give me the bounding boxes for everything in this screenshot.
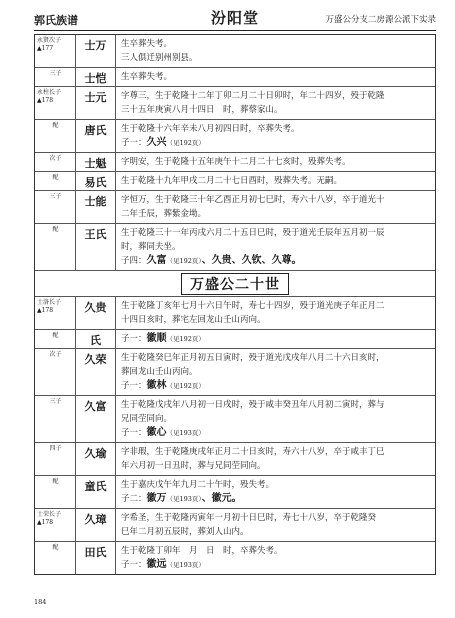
children-line: [121, 558, 431, 572]
hall-name: 汾阳堂: [210, 9, 259, 27]
children-count: 子一：: [121, 138, 147, 148]
biography-cell: [116, 191, 435, 223]
biography-line: 年六月初一日丑时，葬与兄同茔同向。: [121, 461, 266, 471]
children-line: [121, 426, 431, 440]
table-row: [35, 86, 435, 119]
book-title: 郭氏族谱: [34, 14, 78, 27]
person-name: 士恺: [76, 68, 116, 86]
biography-cell: [116, 35, 435, 67]
table-row: [35, 119, 435, 152]
biography-line: 生于乾隆三十一年丙戌六月二十五日巳时，殁于道光壬辰年五月初一辰: [121, 228, 385, 238]
biography-cell: [116, 224, 435, 270]
biography-line: 生卒葬失考。: [121, 72, 173, 82]
relation-cell: [35, 172, 76, 190]
biography-cell: [116, 476, 435, 508]
biography-line: 字尊三，生于乾隆十二年丁卯二月二十日卯时，年二十四岁，殁于乾隆: [121, 91, 385, 101]
table-row: [35, 442, 435, 475]
biography-line: 生于乾隆十六年辛未八月初四日时，卒葬失考。: [121, 124, 300, 134]
header-rule: [34, 30, 436, 31]
person-name: 久富: [76, 396, 116, 442]
biography-cell: [116, 153, 435, 171]
person-name: 童氏: [76, 476, 116, 508]
biography-line: 生于嘉庆戊午年九月二十午时，殁失考。: [121, 480, 275, 490]
table-row: [35, 152, 435, 171]
person-name: 久瑜: [76, 443, 116, 475]
children-count: 子一：: [121, 334, 147, 344]
generation-title: 万盛公二十世: [181, 273, 289, 295]
relation-label: 永柱长子: [37, 89, 62, 96]
children-line: [121, 332, 431, 346]
biography-line: 字恒万，生于乾隆三十年乙酉正月初七巳时，寿六十八岁，卒于道光十: [121, 195, 385, 205]
biography-cell: [116, 509, 435, 541]
person-name: 唐氏: [76, 120, 116, 152]
child-page-ref: （见193页）: [166, 495, 202, 503]
page-header: [34, 6, 436, 32]
biography-line: 生于乾隆丁卯年 月 日 时，卒葬失考。: [121, 546, 283, 556]
relation-label: 配: [52, 478, 59, 485]
table-row: [35, 171, 435, 190]
biography-cell: [116, 172, 435, 190]
biography-cell: [116, 87, 435, 119]
relation-label: 次子: [49, 351, 62, 358]
table-row: [35, 395, 435, 442]
relation-label: 配: [52, 332, 59, 339]
children-count: 子二：: [121, 494, 147, 504]
child-page-ref: （见193页）: [166, 561, 205, 569]
biography-line: 生于乾隆癸巳年正月初五日寅时，殁于道光戊戌年八月二十六日亥时，: [121, 353, 385, 363]
person-name: 田氏: [76, 542, 116, 574]
biography-line: 生于乾隆十九年甲戌二月二十七日酉时，殁葬失考。无嗣。: [121, 176, 343, 186]
biography-line: 兄同茔同向。: [121, 414, 173, 424]
child-name: 徽顺: [146, 333, 167, 344]
relation-label: 三子: [49, 193, 62, 200]
biography-line: 生于乾隆丁亥年七月十六日午时，寿七十四岁，殁于道光庚子年正月二: [121, 301, 385, 311]
relation-cell: [35, 509, 76, 541]
table-row: [35, 296, 435, 329]
relation-cell: [35, 191, 76, 223]
biography-cell: [116, 330, 435, 348]
relation-cell: [35, 330, 76, 348]
relation-label: 配: [52, 122, 59, 129]
relation-label: 配: [52, 174, 59, 181]
relation-cell: [35, 443, 76, 475]
relation-label: 永贤次子: [37, 37, 62, 44]
relation-cell: [35, 297, 76, 329]
table-row: [35, 67, 435, 86]
relation-cell: [35, 224, 76, 270]
page-ref-marker: ▲178: [37, 97, 54, 104]
relation-label: 三子: [49, 398, 62, 405]
children-line: [121, 379, 431, 393]
biography-line: 三十五年庚寅八月十四日 时，葬蔡家山。: [121, 105, 283, 115]
page-ref-marker: ▲178: [37, 519, 54, 526]
relation-cell: [35, 349, 76, 395]
children-line: [121, 492, 431, 506]
children-count: 子一：: [121, 428, 147, 438]
biography-line: 葬回龙山壬山丙向。: [121, 367, 198, 377]
child-name: 久兴: [146, 137, 167, 148]
page-number: 184: [34, 598, 47, 606]
person-name: 士能: [76, 191, 116, 223]
table-row: [35, 541, 435, 574]
relation-cell: [35, 476, 76, 508]
other-children: 、久贵、久钦、久尊。: [201, 255, 302, 266]
biography-line: 三人俱迁别州别县。: [121, 53, 198, 63]
relation-cell: [35, 35, 76, 67]
relation-label: 配: [52, 226, 59, 233]
child-name: 徽心: [146, 427, 167, 438]
person-name: 久璋: [76, 509, 116, 541]
children-line: [121, 254, 431, 268]
relation-label: 次子: [49, 155, 62, 162]
generation-header: [35, 270, 435, 296]
person-name: 士魁: [76, 153, 116, 171]
biography-cell: [116, 396, 435, 442]
relation-label: 士荣长子: [37, 511, 62, 518]
relation-cell: [35, 153, 76, 171]
table-row: [35, 35, 435, 67]
person-name: 易氏: [76, 172, 116, 190]
biography-line: 二年壬辰，葬紫金坳。: [121, 209, 207, 219]
children-count: 子一：: [121, 560, 147, 570]
child-name: 徽林: [146, 380, 167, 391]
table-row: [35, 223, 435, 270]
biography-cell: [116, 349, 435, 395]
relation-label: 四子: [49, 445, 62, 452]
biography-line: 生于乾隆戊戌年八月初一日戌时，殁于咸丰癸丑年八月初二寅时，葬与: [121, 400, 385, 410]
biography-line: 巳年二月初五辰时，葬刘人山内。: [121, 527, 249, 537]
biography-cell: [116, 297, 435, 329]
biography-line: 字明安，生于乾隆十五年庚午十二月二十七亥时，殁葬失考。: [121, 157, 351, 167]
children-count: 子一：: [121, 381, 147, 391]
biography-cell: [116, 443, 435, 475]
biography-line: 十四日亥时，葬宅左回龙山壬山丙向。: [121, 315, 266, 325]
page-ref-marker: ▲178: [37, 307, 54, 314]
relation-label: 配: [52, 544, 59, 551]
branch-title: 万盛公分支二房源公派下实录: [325, 15, 436, 25]
table-row: [35, 475, 435, 508]
children-line: [121, 136, 431, 150]
biography-line: 生卒葬失考。: [121, 39, 173, 49]
person-name: 久荣: [76, 349, 116, 395]
biography-line: 字非瑕，生于乾隆庚戌年正月二十日亥时，寿六十八岁，卒于咸丰丁巳: [121, 447, 385, 457]
child-name: 徽远: [146, 559, 167, 570]
biography-line: 字希圣，生于乾隆丙寅年一月初十日巳时，寿七十八岁，卒于乾隆癸: [121, 513, 377, 523]
biography-cell: [116, 68, 435, 86]
page-ref-marker: ▲177: [37, 45, 54, 52]
relation-cell: [35, 87, 76, 119]
child-page-ref: （见192页）: [166, 382, 205, 390]
biography-cell: [116, 120, 435, 152]
table-row: [35, 348, 435, 395]
person-name: 士元: [76, 87, 116, 119]
relation-cell: [35, 396, 76, 442]
person-name: 士万: [76, 35, 116, 67]
table-row: [35, 329, 435, 348]
person-name: 久贵: [76, 297, 116, 329]
table-row: [35, 508, 435, 541]
relation-cell: [35, 120, 76, 152]
biography-line: 时，葬同夫坐。: [121, 242, 181, 252]
other-children: 、徽元。: [201, 493, 242, 504]
relation-label: 士洛长子: [37, 299, 62, 306]
table-row: [35, 190, 435, 223]
relation-label: 三子: [49, 70, 62, 77]
person-name: 王氏: [76, 224, 116, 270]
children-count: 子四：: [121, 256, 147, 266]
person-name: 氏: [76, 330, 116, 348]
genealogy-table: [34, 34, 436, 575]
child-page-ref: （见192页）: [166, 257, 202, 265]
child-page-ref: （见192页）: [166, 139, 205, 147]
relation-cell: [35, 542, 76, 574]
child-page-ref: （见193页）: [166, 429, 205, 437]
child-name: 徽万: [146, 493, 167, 504]
child-page-ref: （见192页）: [166, 335, 205, 343]
relation-cell: [35, 68, 76, 86]
child-name: 久富: [146, 255, 167, 266]
biography-cell: [116, 542, 435, 574]
